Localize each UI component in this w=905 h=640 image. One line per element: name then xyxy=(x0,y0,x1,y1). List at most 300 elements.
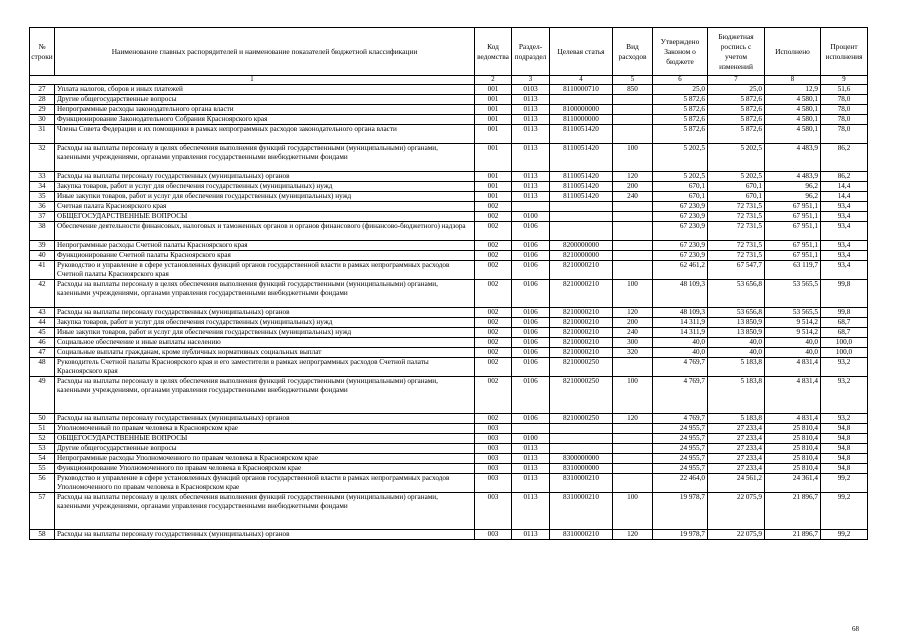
row-number: 50 xyxy=(30,414,55,424)
row-name: Другие общегосударственные вопросы xyxy=(55,95,475,105)
table-row xyxy=(30,202,868,212)
approved-amount: 5 872,6 xyxy=(653,105,708,115)
target-article: 8210000210 xyxy=(550,318,613,328)
row-number: 27 xyxy=(30,85,55,95)
row-name: Социальные выплаты гражданам, кроме публичных нормативных социальных выплат xyxy=(55,348,475,358)
table-row xyxy=(30,115,868,125)
row-name: Функционирование Уполномоченного по правам человека в Красноярском крае xyxy=(55,464,475,474)
expense-type: 200 xyxy=(613,318,653,328)
department-code: 002 xyxy=(475,414,512,424)
expense-type: 120 xyxy=(613,308,653,318)
target-article xyxy=(550,222,613,241)
section-code: 0106 xyxy=(512,338,550,348)
header-name: Наименование главных распорядителей и наименование показателей бюджетной классификации xyxy=(55,28,475,76)
table-row xyxy=(30,414,868,424)
target-article xyxy=(550,202,613,212)
approved-amount: 4 769,7 xyxy=(653,377,708,414)
execution-percent: 99,8 xyxy=(821,280,868,308)
department-code: 001 xyxy=(475,182,512,192)
execution-percent: 94,8 xyxy=(821,434,868,444)
executed-amount: 25 810,4 xyxy=(765,424,821,434)
executed-amount: 67 951,1 xyxy=(765,251,821,261)
table-row xyxy=(30,474,868,493)
row-number: 52 xyxy=(30,434,55,444)
section-code: 0106 xyxy=(512,261,550,280)
row-name: Непрограммные расходы Счетной палаты Красноярского края xyxy=(55,241,475,251)
section-code: 0113 xyxy=(512,182,550,192)
row-name: Обеспечение деятельности финансовых, налоговых и таможенных органов и органов финансового (финансово-бюджетного) надзора xyxy=(55,222,475,241)
row-number: 56 xyxy=(30,474,55,493)
execution-percent: 78,0 xyxy=(821,125,868,144)
approved-amount: 62 461,2 xyxy=(653,261,708,280)
approved-amount: 19 978,7 xyxy=(653,493,708,530)
execution-percent: 51,6 xyxy=(821,85,868,95)
table-row xyxy=(30,241,868,251)
expense-type: 120 xyxy=(613,530,653,540)
listing-amount: 5 872,6 xyxy=(708,115,765,125)
row-number: 57 xyxy=(30,493,55,530)
row-number: 31 xyxy=(30,125,55,144)
target-article: 8210000210 xyxy=(550,280,613,308)
section-code: 0106 xyxy=(512,308,550,318)
target-article: 8210000210 xyxy=(550,328,613,338)
row-name: Уплата налогов, сборов и иных платежей xyxy=(55,85,475,95)
target-article: 8210000250 xyxy=(550,377,613,414)
section-code: 0113 xyxy=(512,144,550,172)
table-row xyxy=(30,348,868,358)
executed-amount: 4 483,9 xyxy=(765,144,821,172)
row-name: Расходы на выплаты персоналу государственных (муниципальных) органов xyxy=(55,172,475,182)
header-budget-listing: Бюджетная роспись с учетом изменений xyxy=(708,28,765,76)
target-article xyxy=(550,212,613,222)
department-code: 003 xyxy=(475,444,512,454)
target-article xyxy=(550,444,613,454)
listing-amount: 5 872,6 xyxy=(708,125,765,144)
target-article: 8210000210 xyxy=(550,261,613,280)
approved-amount: 5 872,6 xyxy=(653,125,708,144)
table-row xyxy=(30,338,868,348)
table-row xyxy=(30,318,868,328)
listing-amount: 72 731,5 xyxy=(708,222,765,241)
expense-type: 100 xyxy=(613,144,653,172)
column-number: 9 xyxy=(821,76,868,85)
listing-amount: 72 731,5 xyxy=(708,241,765,251)
table-row xyxy=(30,444,868,454)
approved-amount: 67 230,9 xyxy=(653,222,708,241)
target-article xyxy=(550,434,613,444)
expense-type xyxy=(613,125,653,144)
listing-amount: 27 233,4 xyxy=(708,444,765,454)
executed-amount: 25 810,4 xyxy=(765,464,821,474)
executed-amount: 67 951,1 xyxy=(765,212,821,222)
row-name: ОБЩЕГОСУДАРСТВЕННЫЕ ВОПРОСЫ xyxy=(55,434,475,444)
expense-type xyxy=(613,212,653,222)
table-row xyxy=(30,105,868,115)
table-row xyxy=(30,280,868,308)
department-code: 001 xyxy=(475,144,512,172)
execution-percent: 68,7 xyxy=(821,318,868,328)
section-code: 0106 xyxy=(512,348,550,358)
department-code: 002 xyxy=(475,212,512,222)
section-code xyxy=(512,202,550,212)
executed-amount: 25 810,4 xyxy=(765,444,821,454)
approved-amount: 5 202,5 xyxy=(653,144,708,172)
listing-amount: 5 183,8 xyxy=(708,358,765,377)
expense-type xyxy=(613,261,653,280)
department-code: 001 xyxy=(475,115,512,125)
approved-amount: 19 978,7 xyxy=(653,530,708,540)
target-article: 8210000250 xyxy=(550,414,613,424)
row-number: 41 xyxy=(30,261,55,280)
row-name: Расходы на выплаты персоналу в целях обеспечения выполнения функций государственными (муниципальными) органами, казенными учреждениями, органами управления государственными внебюджетными фондами xyxy=(55,377,475,414)
target-article: 8310000210 xyxy=(550,530,613,540)
header-row-number: № строки xyxy=(30,28,55,76)
department-code: 003 xyxy=(475,464,512,474)
listing-amount: 53 656,8 xyxy=(708,308,765,318)
executed-amount: 96,2 xyxy=(765,192,821,202)
row-number: 38 xyxy=(30,222,55,241)
approved-amount: 48 109,3 xyxy=(653,308,708,318)
department-code: 002 xyxy=(475,251,512,261)
department-code: 001 xyxy=(475,125,512,144)
row-number: 29 xyxy=(30,105,55,115)
executed-amount: 4 580,1 xyxy=(765,95,821,105)
row-name: Функционирование Счетной палаты Красноярского края xyxy=(55,251,475,261)
row-number: 55 xyxy=(30,464,55,474)
approved-amount: 40,0 xyxy=(653,338,708,348)
approved-amount: 22 464,0 xyxy=(653,474,708,493)
department-code: 001 xyxy=(475,85,512,95)
listing-amount: 13 850,9 xyxy=(708,318,765,328)
executed-amount: 4 580,1 xyxy=(765,125,821,144)
section-code: 0113 xyxy=(512,454,550,464)
executed-amount: 21 896,7 xyxy=(765,530,821,540)
table-row xyxy=(30,192,868,202)
expense-type: 320 xyxy=(613,348,653,358)
execution-percent: 99,8 xyxy=(821,308,868,318)
expense-type xyxy=(613,454,653,464)
executed-amount: 96,2 xyxy=(765,182,821,192)
department-code: 002 xyxy=(475,358,512,377)
row-name: ОБЩЕГОСУДАРСТВЕННЫЕ ВОПРОСЫ xyxy=(55,212,475,222)
listing-amount: 72 731,5 xyxy=(708,251,765,261)
listing-amount: 670,1 xyxy=(708,182,765,192)
expense-type: 850 xyxy=(613,85,653,95)
expense-type xyxy=(613,115,653,125)
table-row xyxy=(30,308,868,318)
table-row xyxy=(30,125,868,144)
section-code: 0106 xyxy=(512,241,550,251)
row-number: 45 xyxy=(30,328,55,338)
listing-amount: 53 656,8 xyxy=(708,280,765,308)
row-name: Закупка товаров, работ и услуг для обеспечения государственных (муниципальных) нужд xyxy=(55,182,475,192)
executed-amount: 25 810,4 xyxy=(765,454,821,464)
column-number: 2 xyxy=(475,76,512,85)
target-article: 8310000000 xyxy=(550,464,613,474)
department-code: 001 xyxy=(475,172,512,182)
executed-amount: 63 119,7 xyxy=(765,261,821,280)
department-code: 003 xyxy=(475,434,512,444)
listing-amount: 72 731,5 xyxy=(708,202,765,212)
execution-percent: 93,4 xyxy=(821,202,868,212)
row-number: 49 xyxy=(30,377,55,414)
section-code: 0106 xyxy=(512,328,550,338)
listing-amount: 27 233,4 xyxy=(708,434,765,444)
approved-amount: 4 769,7 xyxy=(653,358,708,377)
executed-amount: 4 580,1 xyxy=(765,105,821,115)
execution-percent: 86,2 xyxy=(821,172,868,182)
table-row xyxy=(30,454,868,464)
row-number: 39 xyxy=(30,241,55,251)
column-number: 4 xyxy=(550,76,613,85)
table-row xyxy=(30,493,868,530)
section-code: 0113 xyxy=(512,172,550,182)
row-name: Расходы на выплаты персоналу государственных (муниципальных) органов xyxy=(55,530,475,540)
department-code: 002 xyxy=(475,202,512,212)
row-name: Руководство и управление в сфере установленных функций органов государственной власти в рамках непрограммных расходов Счетной палаты Красноярского края xyxy=(55,261,475,280)
approved-amount: 25,0 xyxy=(653,85,708,95)
section-code: 0113 xyxy=(512,192,550,202)
row-name: Другие общегосударственные вопросы xyxy=(55,444,475,454)
row-name: Члены Совета Федерации и их помощники в рамках непрограммных расходов законодательного органа власти xyxy=(55,125,475,144)
department-code: 003 xyxy=(475,493,512,530)
section-code: 0100 xyxy=(512,212,550,222)
department-code: 003 xyxy=(475,424,512,434)
table-row xyxy=(30,251,868,261)
target-article: 8200000000 xyxy=(550,241,613,251)
executed-amount: 25 810,4 xyxy=(765,434,821,444)
target-article: 8210000210 xyxy=(550,308,613,318)
table-row xyxy=(30,85,868,95)
execution-percent: 99,2 xyxy=(821,493,868,530)
listing-amount: 40,0 xyxy=(708,338,765,348)
row-name: Расходы на выплаты персоналу государственных (муниципальных) органов xyxy=(55,308,475,318)
row-name: Иные закупки товаров, работ и услуг для обеспечения государственных (муниципальных) нужд xyxy=(55,328,475,338)
header-target-article: Целевая статья xyxy=(550,28,613,76)
execution-percent: 86,2 xyxy=(821,144,868,172)
expense-type xyxy=(613,222,653,241)
column-number-row xyxy=(30,76,868,85)
row-name: Расходы на выплаты персоналу в целях обеспечения выполнения функций государственными (муниципальными) органами, казенными учреждениями, органами управления государственными внебюджетными фондами xyxy=(55,280,475,308)
approved-amount: 24 955,7 xyxy=(653,424,708,434)
row-number: 37 xyxy=(30,212,55,222)
target-article: 8210000210 xyxy=(550,348,613,358)
row-name: Закупка товаров, работ и услуг для обеспечения государственных (муниципальных) нужд xyxy=(55,318,475,328)
approved-amount: 5 872,6 xyxy=(653,95,708,105)
table-row xyxy=(30,464,868,474)
executed-amount: 4 831,4 xyxy=(765,358,821,377)
header-expense-type: Вид расходов xyxy=(613,28,653,76)
execution-percent: 100,0 xyxy=(821,338,868,348)
execution-percent: 94,8 xyxy=(821,444,868,454)
execution-percent: 93,4 xyxy=(821,212,868,222)
target-article: 8210000000 xyxy=(550,251,613,261)
executed-amount: 67 951,1 xyxy=(765,222,821,241)
column-number: 3 xyxy=(512,76,550,85)
target-article: 8110051420 xyxy=(550,182,613,192)
row-name: Функционирование Законодательного Собрания Красноярского края xyxy=(55,115,475,125)
listing-amount: 13 850,9 xyxy=(708,328,765,338)
listing-amount: 5 183,8 xyxy=(708,414,765,424)
row-name: Расходы на выплаты персоналу государственных (муниципальных) органов xyxy=(55,414,475,424)
table-header-row xyxy=(30,28,868,76)
approved-amount: 67 230,9 xyxy=(653,241,708,251)
table-row xyxy=(30,222,868,241)
executed-amount: 4 831,4 xyxy=(765,414,821,424)
header-approved: Утверждено Законом о бюджете xyxy=(653,28,708,76)
department-code: 003 xyxy=(475,530,512,540)
listing-amount: 5 202,5 xyxy=(708,172,765,182)
section-code: 0106 xyxy=(512,251,550,261)
department-code: 002 xyxy=(475,377,512,414)
column-number: 5 xyxy=(613,76,653,85)
expense-type xyxy=(613,434,653,444)
section-code: 0113 xyxy=(512,125,550,144)
section-code xyxy=(512,424,550,434)
column-number: 1 xyxy=(30,76,475,85)
expense-type xyxy=(613,251,653,261)
target-article: 8300000000 xyxy=(550,454,613,464)
target-article xyxy=(550,424,613,434)
execution-percent: 93,4 xyxy=(821,251,868,261)
department-code: 001 xyxy=(475,105,512,115)
table-row xyxy=(30,95,868,105)
row-name: Непрограммные расходы законодательного органа власти xyxy=(55,105,475,115)
execution-percent: 94,8 xyxy=(821,454,868,464)
execution-percent: 99,2 xyxy=(821,474,868,493)
section-code: 0106 xyxy=(512,414,550,424)
department-code: 002 xyxy=(475,222,512,241)
expense-type xyxy=(613,474,653,493)
expense-type: 240 xyxy=(613,192,653,202)
expense-type xyxy=(613,241,653,251)
section-code: 0106 xyxy=(512,280,550,308)
executed-amount: 12,9 xyxy=(765,85,821,95)
expense-type: 200 xyxy=(613,182,653,192)
target-article: 8310000210 xyxy=(550,474,613,493)
row-name: Расходы на выплаты персоналу в целях обеспечения выполнения функций государственными (муниципальными) органами, казенными учреждениями, органами управления государственными внебюджетными фондами xyxy=(55,493,475,530)
listing-amount: 670,1 xyxy=(708,192,765,202)
column-number: 6 xyxy=(653,76,708,85)
listing-amount: 22 075,9 xyxy=(708,530,765,540)
target-article: 8210000250 xyxy=(550,358,613,377)
approved-amount: 4 769,7 xyxy=(653,414,708,424)
listing-amount: 27 233,4 xyxy=(708,464,765,474)
row-number: 28 xyxy=(30,95,55,105)
table-row xyxy=(30,358,868,377)
approved-amount: 14 311,9 xyxy=(653,328,708,338)
department-code: 002 xyxy=(475,328,512,338)
row-name: Руководство и управление в сфере установленных функций органов государственной власти в рамках непрограммных расходов Уполномоченного по правам человека в Красноярском крае xyxy=(55,474,475,493)
listing-amount: 5 183,8 xyxy=(708,377,765,414)
row-number: 34 xyxy=(30,182,55,192)
department-code: 002 xyxy=(475,338,512,348)
listing-amount: 67 547,7 xyxy=(708,261,765,280)
row-number: 47 xyxy=(30,348,55,358)
target-article xyxy=(550,95,613,105)
department-code: 002 xyxy=(475,241,512,251)
listing-amount: 27 233,4 xyxy=(708,424,765,434)
section-code: 0106 xyxy=(512,377,550,414)
header-section: Раздел-подраздел xyxy=(512,28,550,76)
execution-percent: 100,0 xyxy=(821,348,868,358)
execution-percent: 78,0 xyxy=(821,115,868,125)
listing-amount: 25,0 xyxy=(708,85,765,95)
execution-percent: 94,8 xyxy=(821,424,868,434)
table-row xyxy=(30,172,868,182)
target-article: 8100000000 xyxy=(550,105,613,115)
executed-amount: 21 896,7 xyxy=(765,493,821,530)
listing-amount: 40,0 xyxy=(708,348,765,358)
execution-percent: 93,2 xyxy=(821,377,868,414)
target-article: 8210000210 xyxy=(550,338,613,348)
row-name: Расходы на выплаты персоналу в целях обеспечения выполнения функций государственными (муниципальными) органами, казенными учреждениями, органами управления государственными внебюджетными фондами xyxy=(55,144,475,172)
row-name: Непрограммные расходы Уполномоченного по правам человека в Красноярском крае xyxy=(55,454,475,464)
approved-amount: 67 230,9 xyxy=(653,212,708,222)
approved-amount: 24 955,7 xyxy=(653,444,708,454)
execution-percent: 93,2 xyxy=(821,414,868,424)
executed-amount: 40,0 xyxy=(765,338,821,348)
approved-amount: 24 955,7 xyxy=(653,454,708,464)
expense-type: 100 xyxy=(613,377,653,414)
expense-type: 100 xyxy=(613,280,653,308)
approved-amount: 5 872,6 xyxy=(653,115,708,125)
section-code: 0113 xyxy=(512,115,550,125)
listing-amount: 5 202,5 xyxy=(708,144,765,172)
expense-type: 100 xyxy=(613,493,653,530)
budget-execution-table xyxy=(29,27,868,540)
executed-amount: 24 361,4 xyxy=(765,474,821,493)
department-code: 002 xyxy=(475,280,512,308)
executed-amount: 4 483,9 xyxy=(765,172,821,182)
expense-type: 120 xyxy=(613,172,653,182)
section-code: 0113 xyxy=(512,105,550,115)
execution-percent: 93,4 xyxy=(821,241,868,251)
expense-type xyxy=(613,444,653,454)
column-number: 8 xyxy=(765,76,821,85)
expense-type xyxy=(613,202,653,212)
department-code: 002 xyxy=(475,318,512,328)
row-number: 40 xyxy=(30,251,55,261)
target-article: 8110000000 xyxy=(550,115,613,125)
executed-amount: 67 951,1 xyxy=(765,241,821,251)
approved-amount: 40,0 xyxy=(653,348,708,358)
row-number: 42 xyxy=(30,280,55,308)
header-percent: Процент исполнения xyxy=(821,28,868,76)
header-executed: Исполнено xyxy=(765,28,821,76)
table-row xyxy=(30,424,868,434)
approved-amount: 5 202,5 xyxy=(653,172,708,182)
section-code: 0106 xyxy=(512,318,550,328)
row-name: Счетная палата Красноярского края xyxy=(55,202,475,212)
row-number: 44 xyxy=(30,318,55,328)
execution-percent: 94,8 xyxy=(821,464,868,474)
target-article: 8110051420 xyxy=(550,125,613,144)
department-code: 002 xyxy=(475,308,512,318)
execution-percent: 93,4 xyxy=(821,261,868,280)
approved-amount: 670,1 xyxy=(653,192,708,202)
executed-amount: 53 565,5 xyxy=(765,308,821,318)
table-row xyxy=(30,377,868,414)
approved-amount: 670,1 xyxy=(653,182,708,192)
approved-amount: 24 955,7 xyxy=(653,434,708,444)
target-article: 8110051420 xyxy=(550,172,613,182)
row-name: Руководитель Счетной палаты Красноярского края и его заместители в рамках непрограммных расходов Счетной палаты Красноярского края xyxy=(55,358,475,377)
execution-percent: 78,0 xyxy=(821,105,868,115)
table-row xyxy=(30,261,868,280)
expense-type: 120 xyxy=(613,414,653,424)
expense-type: 300 xyxy=(613,338,653,348)
